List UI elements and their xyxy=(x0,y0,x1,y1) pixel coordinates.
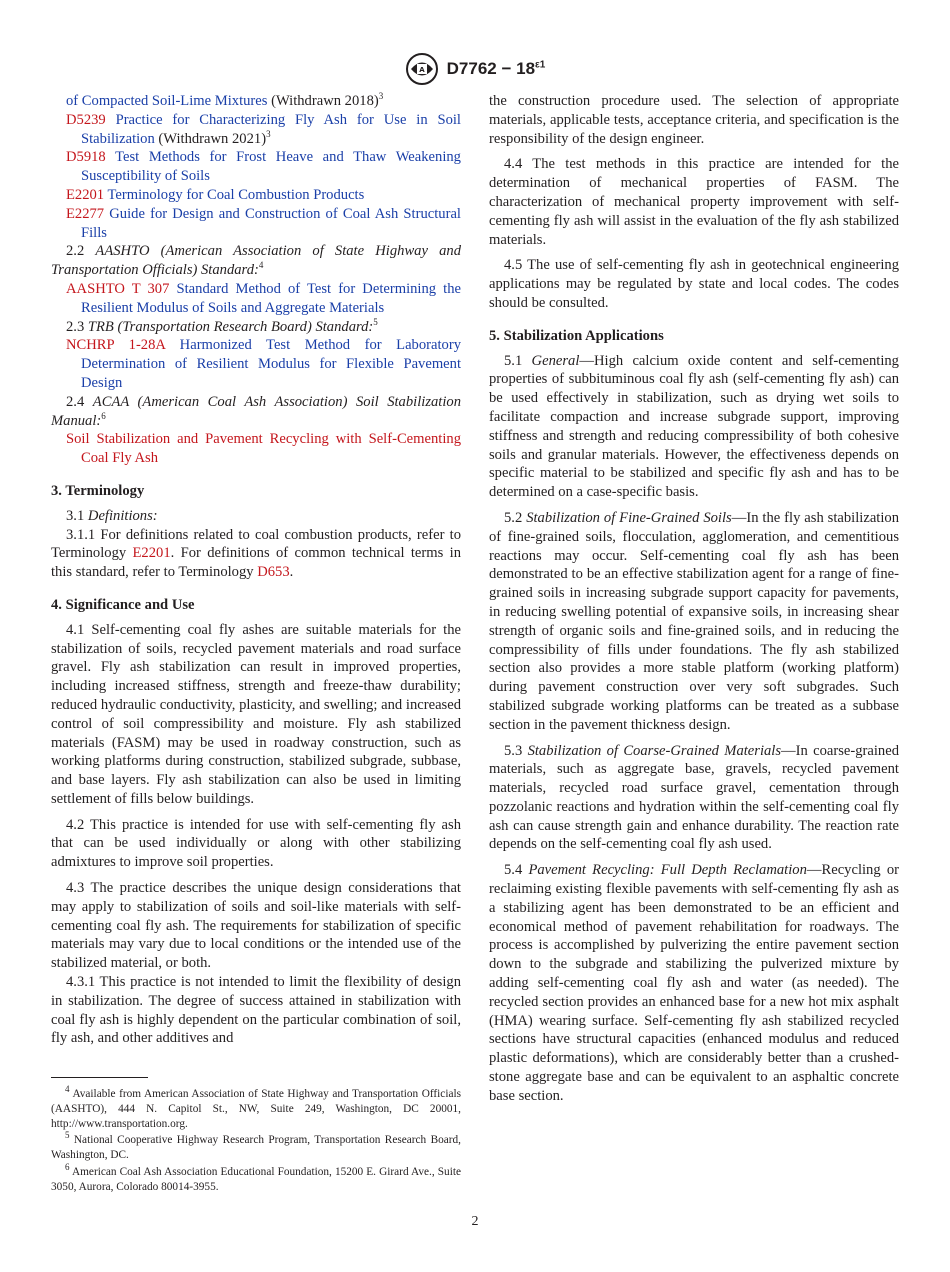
svg-text:A: A xyxy=(418,66,425,74)
paragraph-4-4: 4.4 The test methods in this practice are intended for the determination of mechanical properties of FASM. The characterization of mechanical property improvement with self-cementing fly ash will assist in the evaluation of the fly ash stabilized materials. xyxy=(489,156,899,248)
terminology-link[interactable]: D653 xyxy=(257,564,290,581)
reference-link[interactable]: Standard Method of Test for Determining the Resilient Modulus of Soils and Aggregate Materials xyxy=(81,280,461,316)
footnote: $^4$ Available from American Association of State Highway and Transportation Officials (AASHTO), 444 N. Capitol St., NW, Suite 249, Washington, DC 20001, http://www.transportation.org. xyxy=(51,1084,462,1130)
reference-item xyxy=(51,148,461,186)
paragraph-5-1: 5.1 General—High calcium oxide content and self-cementing properties of subbituminous coal fly ash (self-cementing fly ash) can be used effectively in stabilization, such as drying wet soils to facilitate compaction and increase subgrade support, improving stiffness and strength and reducing compressibility of both cohesive soils and granular materials. However, the effectiveness depends on specific material to be stabilized and specific fly ash and has to be determined on a case-specific basis. xyxy=(489,352,899,501)
reference-link[interactable]: Harmonized Test Method for Laboratory Determination of Resilient Modulus for Flexible Pavement Design xyxy=(81,337,461,391)
reference-link[interactable]: of Compacted Soil-Lime Mixtures xyxy=(66,93,268,109)
paragraph-4-3-1: 4.3.1 This practice is not intended to limit the flexibility of design in stabilization. The degree of success attained in stabilization with coal fly ash is highly dependent on the particular combination of soil, fly ash, and other additives and xyxy=(51,974,461,1047)
section-heading-stabilization: 5. Stabilization Applications xyxy=(489,327,664,344)
paragraph-4-1: 4.1 Self-cementing coal fly ashes are suitable materials for the stabilization of soils, recycled pavement materials and road surface gravel. Fly ash stabilization can result in improved properties, including increased stiffness, strength and freeze-thaw durability; reduced hydraulic conductivity, plasticity, and swelling; and increased control of soil compressibility and moisture. Fly ash stabilized materials (FASM) may be used in roadway construction, such as working platforms during construction, stabilized subgrade, subbase, and base layers. Fly ash stabilization can also be used in limiting settlement of fills below buildings. xyxy=(51,621,461,807)
reference-item: of Compacted Soil-Lime Mixtures (Withdrawn 2018)$^3$ xyxy=(66,91,384,109)
section-heading-terminology: 3. Terminology xyxy=(51,482,145,499)
reference-code-link[interactable]: D5918 xyxy=(66,149,106,166)
reference-code-link[interactable]: NCHRP 1-28A xyxy=(66,337,166,354)
reference-link[interactable]: Test Methods for Frost Heave and Thaw Weakening Susceptibility of Soils xyxy=(81,149,461,185)
reference-item xyxy=(51,336,461,392)
astm-logo-icon xyxy=(405,52,439,86)
reference-item xyxy=(51,430,461,468)
reference-item: D5239 Practice for Characterizing Fly Ash for Use in Soil Stabilization (Withdrawn 2021)$^3$ xyxy=(66,111,461,147)
reference-link[interactable]: Soil Stabilization and Pavement Recycling with Self-Cementing Coal Fly Ash xyxy=(66,431,461,467)
section-2-3: 2.3 TRB (Transportation Research Board) Standard:$^5$ xyxy=(66,316,378,335)
reference-link[interactable]: Terminology for Coal Combustion Products xyxy=(107,186,365,203)
left-column xyxy=(51,92,461,1055)
section-2-4: 2.4 ACAA (American Coal Ash Association) Soil Stabilization Manual:$^6$ xyxy=(51,393,461,429)
reference-code-link[interactable]: AASHTO T 307 xyxy=(66,280,170,297)
paragraph-4-3: 4.3 The practice describes the unique design considerations that may apply to stabilization of soils and soil-like materials with self-cementing coal fly ash. The requirements for stabilization of specific materials may vary due to local conditions or the intended use of the stabilized material, or both. xyxy=(51,880,461,972)
footnote: $^6$ American Coal Ash Association Educational Foundation, 15200 E. Girard Ave., Suite 3050, Aurora, Colorado 80014-3955. xyxy=(51,1162,462,1193)
paragraph-4-5: 4.5 The use of self-cementing fly ash in geotechnical engineering applications may be regulated by state and local codes. The codes should be consulted. xyxy=(489,257,899,311)
reference-item xyxy=(51,186,461,205)
section-heading-significance: 4. Significance and Use xyxy=(51,596,195,613)
reference-item xyxy=(51,205,461,243)
paragraph-5-3: 5.3 Stabilization of Coarse-Grained Materials—In coarse-grained materials, such as aggregate base, gravels, recycled pavement materials, recycled road surface gravel, cementation through pozzolanic reactions and hydration within the self-cementing coal fly ash can cause strength gain and enhance durability. The reaction rate depends on the self-cementing coal fly ash used. xyxy=(489,742,899,853)
footnote: $^5$ National Cooperative Highway Research Program, Transportation Research Board, Washington, DC. xyxy=(51,1130,461,1162)
paragraph-continued: the construction procedure used. The selection of appropriate materials, applicable tests, acceptance criteria, and specification is the responsibility of the design engineer. xyxy=(489,93,899,147)
paragraph-4-2: 4.2 This practice is intended for use with self-cementing fly ash that can be used individually or along with other stabilizing admixtures to improve soil properties. xyxy=(51,816,461,871)
reference-code-link[interactable]: E2277 xyxy=(66,205,105,222)
paragraph-5-4: 5.4 Pavement Recycling: Full Depth Reclamation—Recycling or reclaiming existing flexible pavements with self-cementing fly ash as a stabilizing agent has been demonstrated to be an efficient and economical method of pavement rehabilitation for roadways. The process is accomplished by pulverizing the entire pavement section down to the subgrade and stabilizing the pulverized mixture by adding self-cementing coal fly ash and water (as needed). The recycled section provides an enhanced base for a new hot mix asphalt (HMA) wearing surface. Self-cementing fly ash stabilized recycled sections have structural capacities (enhanced modulus and reduced plastic deformations), which are considerably better than a crushed-stone aggregate base and can be equivalent to an asphaltic concrete base section. xyxy=(489,862,899,1104)
footnote-divider xyxy=(51,1077,148,1078)
terminology-link[interactable]: E2201 xyxy=(132,545,171,562)
page-header xyxy=(0,52,950,86)
section-3-1: 3.1 Definitions: xyxy=(66,507,158,524)
reference-code-link[interactable]: E2201 xyxy=(66,186,105,203)
reference-item xyxy=(51,280,461,318)
reference-link[interactable]: Guide for Design and Construction of Coal Ash Structural Fills xyxy=(81,205,461,241)
section-2-2: 2.2 AASHTO (American Association of State Highway and Transportation Officials) Standard:$^4$ xyxy=(51,243,462,279)
right-column xyxy=(489,92,899,1113)
reference-link[interactable]: Practice for Characterizing Fly Ash for Use in Soil Stabilization xyxy=(81,111,461,147)
section-3-1-1: 3.1.1 For definitions related to coal combustion products, refer to Terminology E2201. For definitions of common technical terms in this standard, refer to Terminology D653. xyxy=(51,526,461,581)
page-number: 2 xyxy=(471,1214,479,1229)
footnotes xyxy=(51,1084,462,1197)
document-designation: $D7762 - 18^{\varepsilon 1}$ xyxy=(446,59,546,78)
paragraph-5-2: 5.2 Stabilization of Fine-Grained Soils—In the fly ash stabilization of fine-grained soils, flocculation, agglomeration, and cementitious reactions may occur. Self-cementing coal fly ash has been demonstrated to be an effective stabilization agent for a range of fine-grained soils in increasing subgrade support capacity for pavements, in reducing swelling potential of expansive soils, in increasing shear strength of organic soils and fine-grained soils, and in reducing the compressibility of fills under foundations. The fly ash stabilized section also provides a more stable platform (working platform) during pavement construction over very soft subgrades. Such stabilized subgrade working platforms can be treated as a subbase section in the pavement thickness design. xyxy=(489,509,900,733)
reference-code-link[interactable]: D5239 xyxy=(66,111,106,128)
